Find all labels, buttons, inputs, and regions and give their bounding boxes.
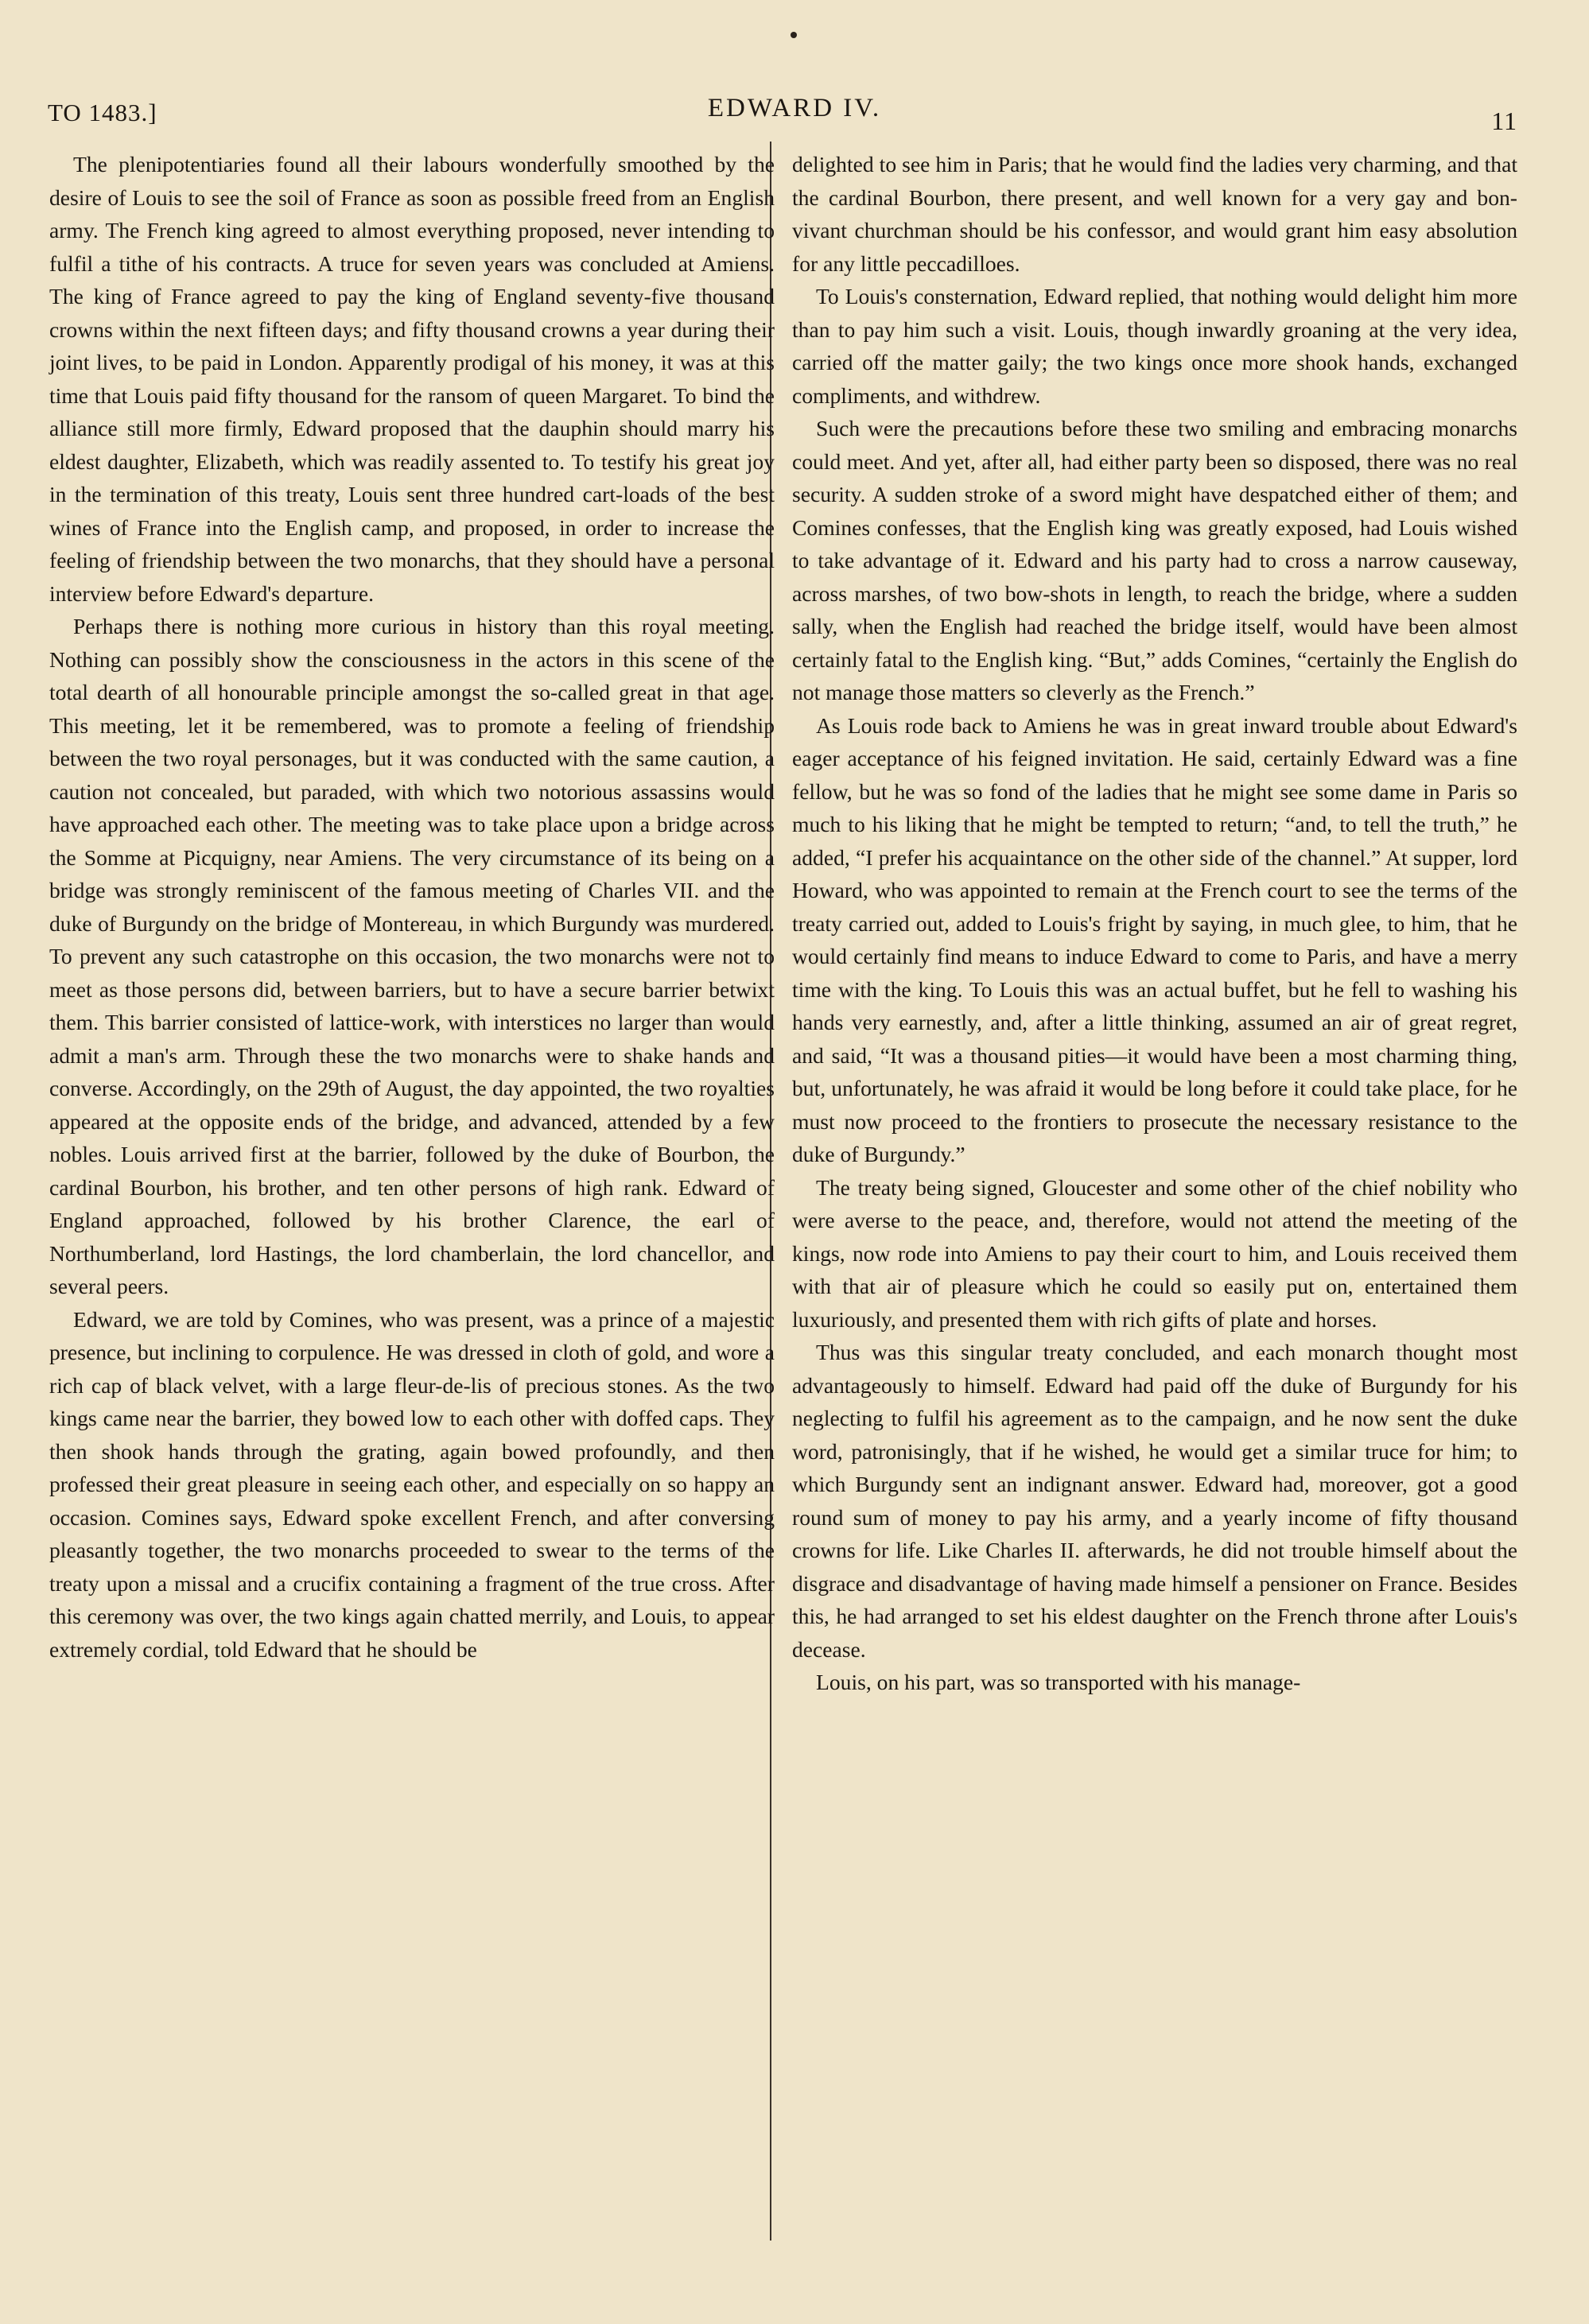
paragraph: Such were the precautions before these two smiling and embracing monarchs could meet. And yet, after all, had either party been so disposed, there was no real security. A sudden stroke of a sword might have despatched either of them; and Comines confesses, that the English king was greatly exposed, had Louis wished to take advantage of it. Edward and his party had to cross a narrow causeway, across marshes, of two bow-shots in length, to reach the bridge, where a sudden sally, when the English had reached the bridge itself, would have been almost certainly fatal to the English king. “But,” adds Comines, “certainly the English do not manage those matters so cleverly as the French.”: [792, 416, 1517, 704]
paragraph: Edward, we are told by Comines, who was present, was a prince of a majestic presence, but inclining to corpulence. He was dressed in cloth of gold, and wore a rich cap of black velvet, with a large fleur-de-lis of precious stones. As the two kings came near the barrier, they bowed low to each other with doffed caps. They then shook hands through the grating, again bowed profoundly, and then professed their great pleasure in seeing each other, and especially on so happy an occasion. Comines says, Edward spoke excellent French, and after conversing pleasantly together, the two monarchs proceeded to swear to the terms of the treaty upon a missal and a crucifix containing a fragment of the true cross. After this ceremony was over, the two kings again chatted merrily, and Louis, to appear extremely cordial, told Edward that he should be: [49, 1306, 775, 1662]
paragraph: delighted to see him in Paris; that he would find the ladies very charming, and that the cardinal Bourbon, there present, and well known for a very gay and bon-vivant churchman should be his confessor, and would grant him easy absolution for any little peccadilloes.: [792, 152, 1517, 276]
paragraph: Perhaps there is nothing more curious in history than this royal meeting. Nothing can possibly show the consciousness in the actors in this scene of the total dearth of all honourable principle amongst the so-called great in that age. This meeting, let it be remembered, was to promote a feeling of friendship between the two royal personages, but it was conducted with the same caution, a caution not concealed, but paraded, with which two notorious assassins would have approached each other. The meeting was to take place upon a bridge across the Somme at Picquigny, near Amiens. The very circumstance of its being on a bridge was strongly reminiscent of the famous meeting of Charles VII. and the duke of Burgundy on the bridge of Montereau, in which Burgundy was murdered. To prevent any such catastrophe on this occasion, the two monarchs were not to meet as those persons did, between barriers, but to have a secure barrier betwixt them. This barrier consisted of lattice-work, with interstices no larger than would admit a man's arm. Through these the two monarchs were to shake hands and converse. Accordingly, on the 29th of August, the day appointed, the two royalties appeared at the opposite ends of the bridge, and advanced, attended by a few nobles. Louis arrived first at the barrier, followed by the duke of Bourbon, the cardinal Bourbon, his brother, and ten other persons of high rank. Edward of England approached, followed by his brother Clarence, the earl of Northumberland, lord Hastings, the lord chamberlain, the lord chancellor, and several peers.: [49, 614, 775, 1298]
paragraph: The treaty being signed, Gloucester and some other of the chief nobility who were averse to the peace, and, therefore, would not attend the meeting of the kings, now rode into Amiens to pay their court to him, and Louis received them with that air of pleasure which he could so easily put on, entertained them luxuriously, and presented them with rich gifts of plate and horses.: [792, 1174, 1517, 1332]
paragraph: The plenipotentiaries found all their labours wonderfully smoothed by the desire of Louis to see the soil of France as soon as possible freed from an English army. The French king agreed to almost everything proposed, never intending to fulfil a tithe of his contracts. A truce for seven years was concluded at Amiens. The king of France agreed to pay the king of England seventy-five thousand crowns within the next fifteen days; and fifty thousand crowns a year during their joint lives, to be paid in London. Apparently prodigal of his money, it was at this time that Louis paid fifty thousand for the ransom of queen Margaret. To bind the alliance still more firmly, Edward proposed that the dauphin should marry his eldest daughter, Elizabeth, which was readily assented to. To testify his great joy in the termination of this treaty, Louis sent three hundred cart-loads of the best wines of France into the English camp, and proposed, in order to increase the feeling of friendship between the two monarchs, that they should have a personal interview before Edward's departure.: [49, 152, 775, 606]
header-title: EDWARD IV.: [707, 94, 882, 122]
printer-mark: [791, 32, 797, 38]
paragraph: To Louis's consternation, Edward replied, that nothing would delight him more than to pay him such a visit. Louis, though inwardly groaning at the very idea, carried off the matter gaily; the two kings once more shook hands, exchanged compliments, and withdrew.: [792, 284, 1517, 408]
header-date-range: TO 1483.]: [48, 99, 157, 126]
left-column: [49, 148, 775, 1666]
page-number: 11: [1491, 107, 1517, 135]
right-column: [792, 148, 1517, 1699]
running-head: [48, 89, 1541, 134]
paragraph: Thus was this singular treaty concluded, and each monarch thought most advantageously to himself. Edward had paid off the duke of Burgundy for his neglecting to fulfil his agreement as to the campaign, and he now sent the duke word, patronisingly, that if he wished, he would get a similar truce for him; to which Burgundy sent an indignant answer. Edward had, moreover, got a good round sum of money to pay his army, and a yearly income of fifty thousand crowns for life. Like Charles II. afterwards, he did not trouble himself about the disgrace and disadvantage of having made himself a pensioner on France. Besides this, he had arranged to set his eldest daughter on the French throne after Louis's decease.: [792, 1340, 1517, 1662]
paragraph: Louis, on his part, was so transported with his manage-: [816, 1670, 1301, 1694]
paragraph: As Louis rode back to Amiens he was in great inward trouble about Edward's eager acceptance of his feigned invitation. He said, certainly Edward was a fine fellow, but he was so fond of the ladies that he might see some dame in Paris so much to his liking that he might be tempted to return; “and, to tell the truth,” he added, “I prefer his acquaintance on the other side of the channel.” At supper, lord Howard, who was appointed to remain at the French court to see the terms of the treaty carried out, added to Louis's fright by saying, in much glee, to him, that he would certainly find means to induce Edward to come to Paris, and have a merry time with the king. To Louis this was an actual buffet, but he fell to washing his hands very earnestly, and, after a little thinking, assumed an air of great regret, and said, “It was a thousand pities—it would have been a most charming thing, but, unfortunately, he was afraid it would be long before it could take place, for he must now proceed to the frontiers to prosecute the necessary resistance to the duke of Burgundy.”: [792, 712, 1517, 1166]
